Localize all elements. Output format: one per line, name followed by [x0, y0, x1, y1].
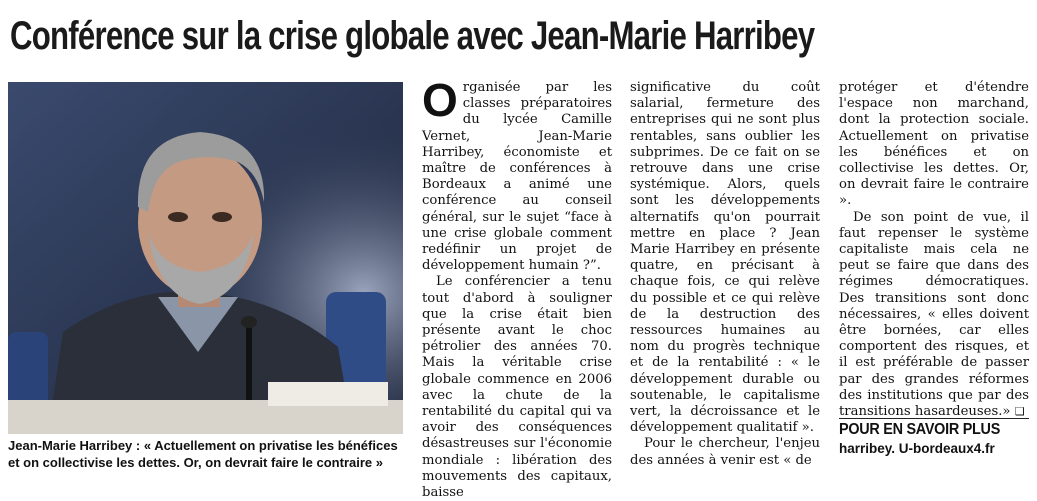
paragraph: significative du coût salarial, fermeture des entreprises qui ne sont plus rentables, sans oublier les subprimes. De ce fait on se retrouve dans une crise systémique. Alors, quels sont les développements alternatifs qu'on pourrait mettre en place ? Jean Marie Harribey en présente quatre, en précisant à chaque fois, ce qui relève du possible et ce qui relève de la destruction des ressources humaines au nom du progrès technique et de la rentabilité : « le développement durable ou soutenable, le capitalisme vert, la décroissance et le développement qualitatif ».	[630, 80, 820, 436]
paragraph-text: De son point de vue, il faut repenser le système capitaliste mais cela ne peut se faire que dans des régimes démocratiques. Des transitions sont donc nécessaires, « elles doivent être bornées, car elles comportent des risques, et il est préférable de passer par des grandes réformes des institutions que par des transitions hasardeuses.»	[839, 209, 1029, 420]
paragraph-text: rganisée par les classes préparatoires du lycée Camille Vernet, Jean-Marie Harribey, économiste et maître de conférences à Bordeaux a animé une conférence au conseil général, sur le sujet “face à une crise globale comment redéfinir un projet de développement humain ?”.	[422, 80, 612, 274]
headline: Conférence sur la crise globale avec Jean-Marie Harribey	[10, 14, 815, 58]
column-1	[422, 74, 612, 501]
portrait-illustration	[8, 82, 403, 434]
paragraph	[839, 210, 1029, 421]
paragraph	[422, 74, 612, 274]
end-mark-icon: ❑	[1014, 405, 1025, 419]
paragraph: Le conférencier a tenu tout d'abord à souligner que la crise était bien présente avant le choc pétrolier des années 70. Mais la véritable crise globale commence en 2006 avec la chute de la rentabilité du capital qui va avoir des conséquences désastreuses sur l'économie mondiale : libération des mouvements des capitaux, baisse	[422, 274, 612, 501]
section-divider	[839, 418, 1029, 419]
paragraph: protéger et d'étendre l'espace non marchand, dont la protection sociale. Actuellement on privatise les bénéfices et on collectivise les dettes. Or, on devrait faire le contraire ».	[839, 80, 1029, 209]
more-info-title: POUR EN SAVOIR PLUS	[839, 421, 1001, 438]
article-photo	[8, 82, 403, 434]
paragraph: Pour le chercheur, l'enjeu des années à venir est « de	[630, 436, 820, 468]
column-3	[839, 80, 1029, 420]
more-info-link[interactable]: harribey. U-bordeaux4.fr	[839, 441, 995, 456]
photo-caption: Jean-Marie Harribey : « Actuellement on privatise les bénéfices et on collectivise les dettes. Or, on devrait faire le contraire »	[8, 438, 398, 470]
column-2	[630, 80, 820, 469]
drop-cap: O	[422, 74, 458, 126]
